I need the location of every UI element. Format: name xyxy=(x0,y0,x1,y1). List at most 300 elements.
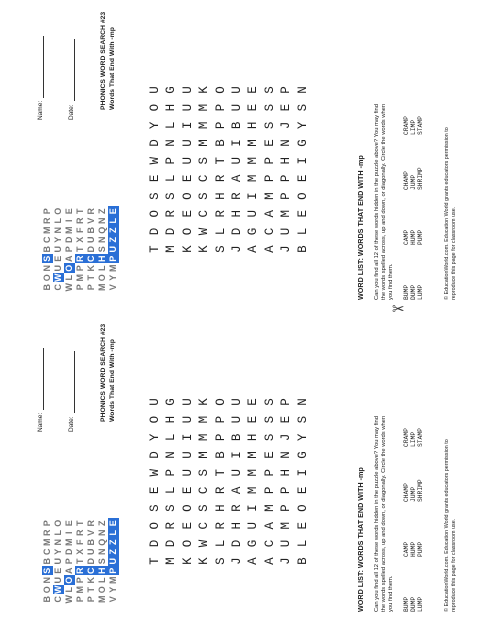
logo-letter: Z xyxy=(97,520,107,526)
date-field: Date: xyxy=(68,351,75,432)
word-item: SHRIMP xyxy=(417,479,425,502)
grid-letter: P xyxy=(279,174,294,183)
grid-letter: O xyxy=(180,227,195,236)
grid-letter: P xyxy=(279,192,294,200)
logo-letter: Q xyxy=(97,538,107,546)
word-column xyxy=(403,392,425,447)
grid-letter: M xyxy=(246,139,261,147)
logo-letter: P xyxy=(75,284,85,291)
logo-letter: U xyxy=(53,577,63,584)
grid-letter: I xyxy=(229,139,244,147)
logo-letter: M xyxy=(42,226,52,234)
grid-letter: H xyxy=(246,433,261,442)
grid-letter: Y xyxy=(148,121,162,130)
name-blank-line xyxy=(43,348,44,410)
logo-letter: P xyxy=(64,558,74,565)
word-item: CAMP xyxy=(403,541,410,557)
grid-letter: N xyxy=(279,451,294,459)
grid-letter: R xyxy=(229,192,244,200)
grid-letter: D xyxy=(164,539,179,548)
grid-letter: M xyxy=(246,468,261,477)
logo-letter: L xyxy=(64,587,74,593)
grid-letter: U xyxy=(246,522,261,530)
grid-letter: O xyxy=(295,504,310,512)
grid-row xyxy=(278,81,294,258)
grid-letter: E xyxy=(246,415,261,424)
grid-letter: U xyxy=(180,468,195,477)
grid-letter: T xyxy=(148,557,162,565)
grid-letter: M xyxy=(246,156,261,165)
grid-letter: U xyxy=(180,451,195,459)
logo-letter: L xyxy=(53,218,63,224)
grid-letter: H xyxy=(246,121,261,130)
grid-row xyxy=(278,393,294,570)
puzzle-title: PHONICS WORD SEARCH #23 xyxy=(100,11,107,110)
grid-row xyxy=(229,81,245,258)
grid-letter: G xyxy=(295,139,310,147)
word-column xyxy=(403,502,425,557)
grid-letter: S xyxy=(197,156,212,165)
grid-letter: N xyxy=(279,139,294,147)
logo-letter: B xyxy=(42,558,52,565)
logo-letter: Z xyxy=(108,549,118,555)
grid-letter: E xyxy=(295,486,310,495)
grid-letter: U xyxy=(180,398,195,406)
grid-letter: P xyxy=(279,504,294,512)
logo-letter: V xyxy=(108,284,118,291)
word-item: PUMP xyxy=(417,541,425,557)
grid-letter: W xyxy=(197,227,212,236)
logo-letter: E xyxy=(108,208,118,215)
word-item: JUMP xyxy=(410,486,418,502)
scissors-icon: ✂ xyxy=(392,301,405,318)
logo-letter: N xyxy=(97,548,107,555)
logo-letter: Y xyxy=(108,274,118,281)
logo-letter: S xyxy=(97,558,107,565)
grid-letter: E xyxy=(180,210,195,218)
word-item: LIMP xyxy=(410,119,418,135)
logo-letter: F xyxy=(75,539,85,545)
grid-letter: R xyxy=(164,210,179,218)
grid-letter: A xyxy=(262,245,277,253)
grid-letter: D xyxy=(164,227,179,236)
grid-letter: U xyxy=(229,468,244,477)
logo-letter: R xyxy=(42,529,52,536)
grid-letter: E xyxy=(295,210,310,218)
grid-row xyxy=(213,81,229,258)
grid-letter: H xyxy=(279,156,294,165)
logo-letter: L xyxy=(64,275,74,281)
word-list xyxy=(403,392,425,612)
logo-letter: V xyxy=(108,596,118,603)
grid-letter: A xyxy=(246,245,261,253)
logo-row xyxy=(75,207,86,293)
grid-letter: M xyxy=(164,557,179,565)
word-item: PUMP xyxy=(417,229,425,245)
logo-letter: N xyxy=(42,577,52,584)
word-item: LUMP xyxy=(417,284,425,300)
grid-letter: J xyxy=(279,121,294,130)
logo-letter: U xyxy=(86,548,96,555)
worksheet-content xyxy=(0,6,480,306)
logo-letter: O xyxy=(42,586,52,594)
grid-letter: K xyxy=(197,86,212,94)
grid-letter: J xyxy=(229,245,244,253)
grid-letter: P xyxy=(164,156,179,165)
grid-letter: D xyxy=(229,227,244,236)
logo-letter: V xyxy=(86,217,96,224)
date-blank-line xyxy=(74,39,75,101)
grid-letter: I xyxy=(246,504,261,512)
word-column xyxy=(403,135,425,190)
logo-row xyxy=(64,519,75,605)
grid-letter: A xyxy=(229,486,244,495)
grid-row xyxy=(196,81,212,258)
grid-letter: O xyxy=(148,103,162,112)
logo-letter: N xyxy=(42,265,52,272)
word-column xyxy=(403,557,425,612)
logo-letter: P xyxy=(42,208,52,215)
grid-letter: U xyxy=(279,227,294,236)
logo-letter: C xyxy=(42,548,52,555)
logo-letter: R xyxy=(75,529,85,536)
grid-letter: I xyxy=(180,433,195,442)
grid-letter: H xyxy=(164,103,179,112)
word-list xyxy=(403,80,425,300)
grid-letter: T xyxy=(148,245,162,253)
logo-letter: F xyxy=(75,227,85,233)
date-field: Date: xyxy=(68,39,75,120)
grid-letter: O xyxy=(295,192,310,200)
grid-letter: E xyxy=(246,103,261,112)
logo-row xyxy=(86,207,97,293)
logo-letter: A xyxy=(64,567,74,574)
grid-letter: G xyxy=(246,227,261,236)
grid-letter: I xyxy=(295,156,310,165)
logo-letter: D xyxy=(64,236,74,243)
logo-row xyxy=(108,519,119,605)
grid-letter: E xyxy=(246,398,261,406)
grid-letter: H xyxy=(279,468,294,477)
grid-letter: P xyxy=(279,86,294,94)
grid-letter: E xyxy=(180,486,195,495)
grid-letter: U xyxy=(180,139,195,147)
grid-letter: B xyxy=(229,121,244,130)
worksheet-bottom xyxy=(0,318,480,618)
logo-letter: P xyxy=(42,520,52,527)
grid-letter: U xyxy=(229,86,244,94)
logo-letter: C xyxy=(86,255,96,262)
grid-letter: W xyxy=(197,539,212,548)
grid-letter: P xyxy=(213,415,228,424)
logo-letter: M xyxy=(108,576,118,584)
grid-letter: S xyxy=(262,398,277,406)
grid-letter: S xyxy=(262,86,277,94)
grid-letter: M xyxy=(197,139,212,147)
grid-letter: P xyxy=(213,121,228,130)
grid-letter: R xyxy=(229,504,244,512)
grid-row xyxy=(213,393,229,570)
grid-letter: M xyxy=(262,192,277,200)
logo-letter: S xyxy=(42,567,52,574)
logo-letter: M xyxy=(42,538,52,546)
puzzle-title: PHONICS WORD SEARCH #23 xyxy=(100,323,107,422)
logo-letter: P xyxy=(108,567,118,574)
worksheet-top xyxy=(0,6,480,306)
grid-row xyxy=(262,393,278,570)
logo-letter: U xyxy=(108,558,118,565)
grid-letter: P xyxy=(213,103,228,112)
logo-letter: W xyxy=(64,283,74,292)
logo-letter: R xyxy=(86,208,96,215)
logo-letter: M xyxy=(97,595,107,603)
grid-letter: P xyxy=(262,468,277,477)
grid-letter: E xyxy=(279,103,294,112)
grid-letter: Y xyxy=(295,121,310,130)
logo-letter: M xyxy=(108,264,118,272)
logo-letter: C xyxy=(86,567,96,574)
grid-letter: M xyxy=(197,121,212,130)
grid-letter: N xyxy=(295,398,310,406)
letter-grid xyxy=(147,81,311,258)
grid-letter: M xyxy=(246,174,261,183)
logo-letter: X xyxy=(75,548,85,555)
grid-letter: A xyxy=(262,557,277,565)
grid-letter: S xyxy=(197,192,212,200)
logo-letter: P xyxy=(75,577,85,584)
grid-letter: S xyxy=(164,192,179,200)
grid-letter: E xyxy=(246,86,261,94)
logo-letter: P xyxy=(86,596,96,603)
grid-letter: U xyxy=(180,86,195,94)
grid-letter: B xyxy=(213,139,228,147)
grid-letter: S xyxy=(148,192,162,200)
logo-letter: C xyxy=(53,284,63,291)
grid-letter: O xyxy=(148,522,162,530)
logo-letter: A xyxy=(64,255,74,262)
grid-letter: C xyxy=(197,174,212,183)
grid-letter: O xyxy=(213,86,228,94)
logo-letter: H xyxy=(97,567,107,574)
grid-letter: U xyxy=(180,103,195,112)
grid-letter: M xyxy=(164,245,179,253)
grid-letter: S xyxy=(295,103,310,112)
grid-letter: O xyxy=(213,398,228,406)
name-field: Name: xyxy=(37,36,44,120)
grid-letter: K xyxy=(180,557,195,565)
grid-letter: W xyxy=(148,468,162,477)
grid-letter: H xyxy=(229,522,244,530)
grid-letter: S xyxy=(164,504,179,512)
grid-letter: I xyxy=(295,468,310,477)
grid-letter: B xyxy=(295,245,310,253)
logo-row xyxy=(97,519,108,605)
grid-letter: E xyxy=(262,451,277,459)
logo-letter: Z xyxy=(108,227,118,233)
grid-letter: H xyxy=(229,210,244,218)
grid-letter: D xyxy=(148,139,162,147)
grid-letter: E xyxy=(279,415,294,424)
grid-letter: U xyxy=(229,103,244,112)
grid-letter: J xyxy=(229,557,244,565)
logo-letter: R xyxy=(42,217,52,224)
grid-letter: M xyxy=(246,486,261,495)
grid-letter: E xyxy=(180,522,195,530)
grid-letter: U xyxy=(229,415,244,424)
grid-letter: P xyxy=(262,156,277,165)
grid-letter: P xyxy=(262,174,277,183)
word-item: CRAMP xyxy=(403,116,410,135)
grid-letter: N xyxy=(295,86,310,94)
grid-letter: M xyxy=(197,103,212,112)
logo-letter: Y xyxy=(53,236,63,243)
word-column xyxy=(403,447,425,502)
date-blank-line xyxy=(74,351,75,413)
grid-letter: K xyxy=(197,398,212,406)
grid-letter: P xyxy=(279,398,294,406)
word-item: DUMP xyxy=(410,284,418,300)
word-item: LUMP xyxy=(417,596,425,612)
logo-letter: U xyxy=(108,246,118,253)
logo-letter: L xyxy=(53,530,63,536)
logo-row xyxy=(42,519,53,605)
grid-letter: E xyxy=(180,174,195,183)
grid-letter: A xyxy=(229,174,244,183)
grid-letter: S xyxy=(213,557,228,565)
grid-row xyxy=(163,81,179,258)
logo-letter: T xyxy=(75,558,85,564)
grid-letter: T xyxy=(213,468,228,477)
grid-row xyxy=(229,393,245,570)
logo-letter: C xyxy=(42,236,52,243)
grid-letter: M xyxy=(197,433,212,442)
grid-letter: P xyxy=(279,486,294,495)
letter-grid xyxy=(147,393,311,570)
logo-letter: Q xyxy=(97,226,107,234)
logo-letter: U xyxy=(53,558,63,565)
grid-letter: S xyxy=(197,468,212,477)
grid-letter: L xyxy=(213,227,228,236)
logo-row xyxy=(86,519,97,605)
grid-letter: J xyxy=(279,433,294,442)
grid-letter: O xyxy=(148,415,162,424)
grid-letter: D xyxy=(148,227,162,236)
grid-letter: S xyxy=(262,121,277,130)
logo-letter: M xyxy=(97,283,107,291)
grid-letter: J xyxy=(279,557,294,565)
grid-row xyxy=(262,81,278,258)
word-item: BUMP xyxy=(403,284,410,300)
grid-letter: Y xyxy=(295,433,310,442)
grid-letter: S xyxy=(262,433,277,442)
logo-row xyxy=(42,207,53,293)
logo-letter: O xyxy=(53,207,63,215)
name-blank-line xyxy=(43,36,44,98)
grid-letter: R xyxy=(213,174,228,183)
grid-letter: E xyxy=(148,174,162,183)
grid-letter: R xyxy=(213,210,228,218)
grid-letter: I xyxy=(180,121,195,130)
grid-letter: P xyxy=(164,468,179,477)
word-item: JUMP xyxy=(410,174,418,190)
grid-letter: U xyxy=(246,210,261,218)
grid-letter: G xyxy=(164,398,179,406)
grid-letter: J xyxy=(279,245,294,253)
logo-letter: Z xyxy=(108,539,118,545)
grid-letter: R xyxy=(213,486,228,495)
grid-letter: A xyxy=(262,210,277,218)
logo-letter: B xyxy=(42,246,52,253)
instructions: Can you find all 12 of these words hidden in the puzzle above? You may find the words spelled across, up and down, or diagonally. Circle the words when you find them. xyxy=(374,103,394,300)
puzzle-subtitle: Words That End With -mp xyxy=(109,339,116,422)
logo-letter: R xyxy=(86,520,96,527)
grid-letter: N xyxy=(164,139,179,147)
grid-letter: L xyxy=(213,539,228,548)
puzzle-title-block xyxy=(99,324,117,422)
logo-letter: T xyxy=(75,246,85,252)
puzzle-title-block xyxy=(99,12,117,110)
logo-letter: P xyxy=(108,255,118,262)
grid-letter: G xyxy=(164,86,179,94)
logo-row xyxy=(97,207,108,293)
logo-letter: W xyxy=(64,595,74,604)
grid-letter: L xyxy=(295,539,310,548)
logo-letter: R xyxy=(75,567,85,574)
grid-letter: U xyxy=(279,539,294,548)
logo-letter: E xyxy=(64,520,74,527)
grid-letter: S xyxy=(295,415,310,424)
word-item: BUMP xyxy=(403,596,410,612)
grid-letter: M xyxy=(246,451,261,459)
logo-letter: O xyxy=(42,274,52,282)
word-item: HUMP xyxy=(410,541,418,557)
grid-letter: L xyxy=(295,227,310,236)
logo-letter: N xyxy=(97,236,107,243)
grid-letter: O xyxy=(148,210,162,218)
grid-letter: P xyxy=(262,486,277,495)
word-item: STAMP xyxy=(417,428,425,447)
logo-letter: L xyxy=(108,530,118,536)
word-item: LIMP xyxy=(410,431,418,447)
logo-letter: O xyxy=(97,586,107,594)
logo-letter: M xyxy=(64,226,74,234)
logo-letter: I xyxy=(64,219,74,223)
grid-letter: L xyxy=(164,486,179,495)
logo-letter: Z xyxy=(97,208,107,214)
grid-letter: N xyxy=(164,451,179,459)
grid-row xyxy=(196,393,212,570)
grid-letter: M xyxy=(197,451,212,459)
grid-letter: O xyxy=(180,504,195,512)
logo-letter: B xyxy=(86,539,96,546)
logo-letter: E xyxy=(108,520,118,527)
grid-letter: S xyxy=(213,245,228,253)
grid-letter: I xyxy=(246,192,261,200)
grid-letter: M xyxy=(197,415,212,424)
logo-letter: T xyxy=(75,520,85,526)
worksheet-content xyxy=(0,318,480,618)
grid-letter: R xyxy=(213,522,228,530)
grid-letter: K xyxy=(197,557,212,565)
grid-letter: H xyxy=(164,415,179,424)
grid-row xyxy=(180,81,196,258)
logo-letter: P xyxy=(75,596,85,603)
grid-letter: U xyxy=(229,398,244,406)
grid-row xyxy=(147,393,163,570)
logo-letter: N xyxy=(53,227,63,234)
logo-letter: U xyxy=(53,265,63,272)
grid-letter: U xyxy=(148,86,162,94)
